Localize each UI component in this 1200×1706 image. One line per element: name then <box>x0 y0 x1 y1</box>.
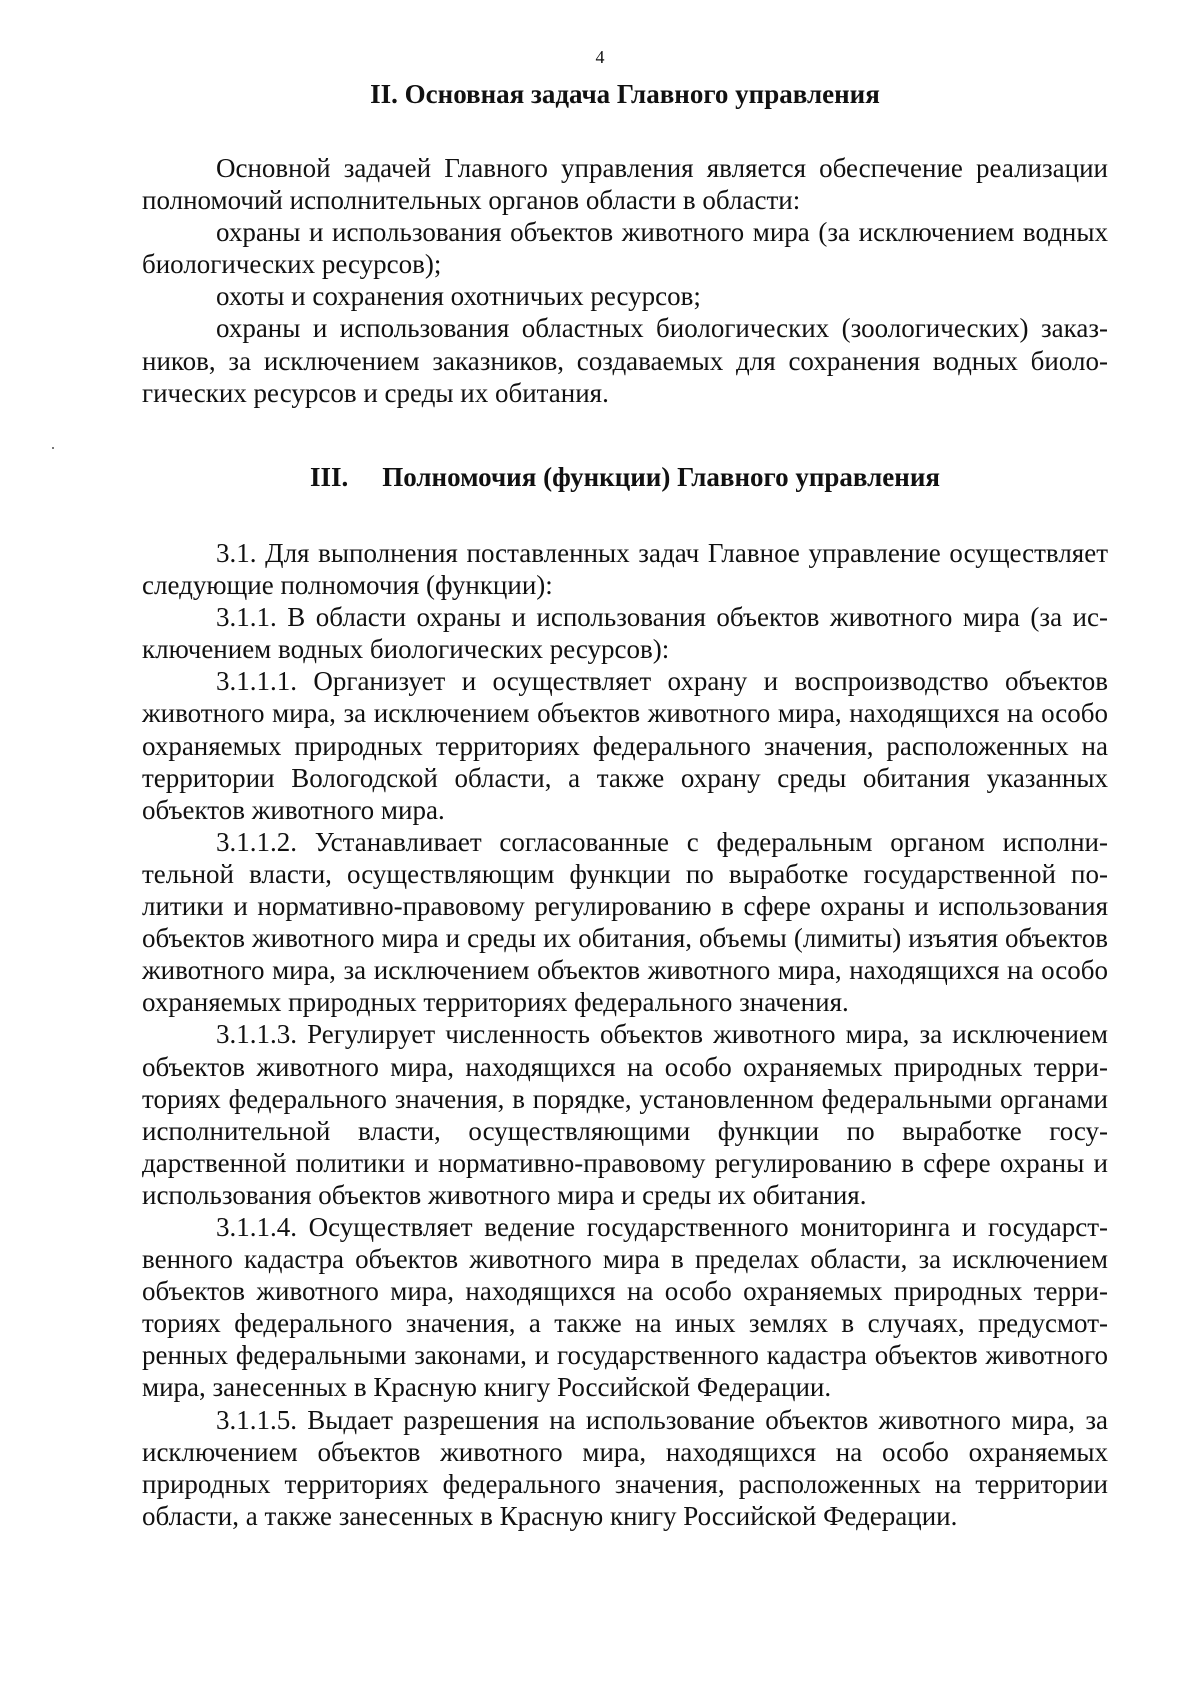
section-2-paragraph: охраны и использования областных биологических (зоологических) заказников, за исключением заказников, создаваемых для сохранения водных биологических ресурсов и среды их обитания. <box>142 313 1108 408</box>
page-number: 4 <box>595 47 605 67</box>
section-3-paragraph: 3.1.1.4. Осуществляет ведение государственного мониторинга и государственного кадастра объектов животного мира в пределах области, за исключением объектов животного мира, находящихся на особо охраняемых природных территориях федерального значения, а также на иных землях в случаях, предусмотренных федеральными законами, и государственного кадастра объектов животного мира, занесенных в Красную книгу Российской Федерации. <box>142 1211 1108 1403</box>
section-2-heading: II. Основная задача Главного управления <box>370 79 880 109</box>
section-2-body <box>142 152 1108 409</box>
section-2-paragraph: охраны и использования объектов животного мира (за исключением водных биологических ресурсов); <box>142 217 1108 280</box>
section-3-paragraph: 3.1. Для выполнения поставленных задач Главное управление осуществляет следующие полномочия (функции): <box>142 538 1108 601</box>
section-3-title: Полномочия (функции) Главного управления <box>382 462 941 492</box>
section-3-paragraph: 3.1.1.5. Выдает разрешения на использование объектов животного мира, за исключением объектов животного мира, находящихся на особо охраняемых природных территориях федерального значения, расположенных на территории области, а также занесенных в Красную книгу Российской Федерации. <box>142 1404 1108 1531</box>
section-3-heading <box>140 461 1110 493</box>
section-2-paragraph: Основной задачей Главного управления является обеспечение реализации полномочий исполнительных органов области в области: <box>142 153 1108 216</box>
section-3-paragraph: 3.1.1.1. Организует и осуществляет охрану и воспроизводство объектов животного мира, за исключением объектов животного мира, находящихся на особо охраняемых природных территориях федерального значения, расположенных на территории Вологодской области, а также охрану среды обитания указанных объектов животного мира. <box>142 666 1108 825</box>
section-3-paragraph: 3.1.1.3. Регулирует численность объектов животного мира, за исключением объектов животного мира, находящихся на особо охраняемых природных территориях федерального значения, в порядке, установленном федеральными органами исполнительной власти, осуществляющими функции по выработке государственной политики и нормативно-правовому регулированию в сфере охраны и использования объектов животного мира и среды их обитания. <box>142 1019 1108 1210</box>
section-3-number: III. <box>309 462 349 492</box>
section-3-paragraph: 3.1.1.2. Устанавливает согласованные с федеральным органом исполнительной власти, осуществляющим функции по выработке государственной политики и нормативно-правовому регулированию в сфере охраны и использования объектов животного мира и среды их обитания, объемы (лимиты) изъятия объектов животного мира, за исключением объектов животного мира, находящихся на особо охраняемых природных территориях федерального значения. <box>142 826 1108 1018</box>
section-2-paragraph: охоты и сохранения охотничьих ресурсов; <box>216 281 701 312</box>
section-3-body <box>142 537 1108 1532</box>
section-3-paragraph: 3.1.1. В области охраны и использования объектов животного мира (за исключением водных биологических ресурсов): <box>142 602 1108 665</box>
scan-speck <box>52 447 54 449</box>
